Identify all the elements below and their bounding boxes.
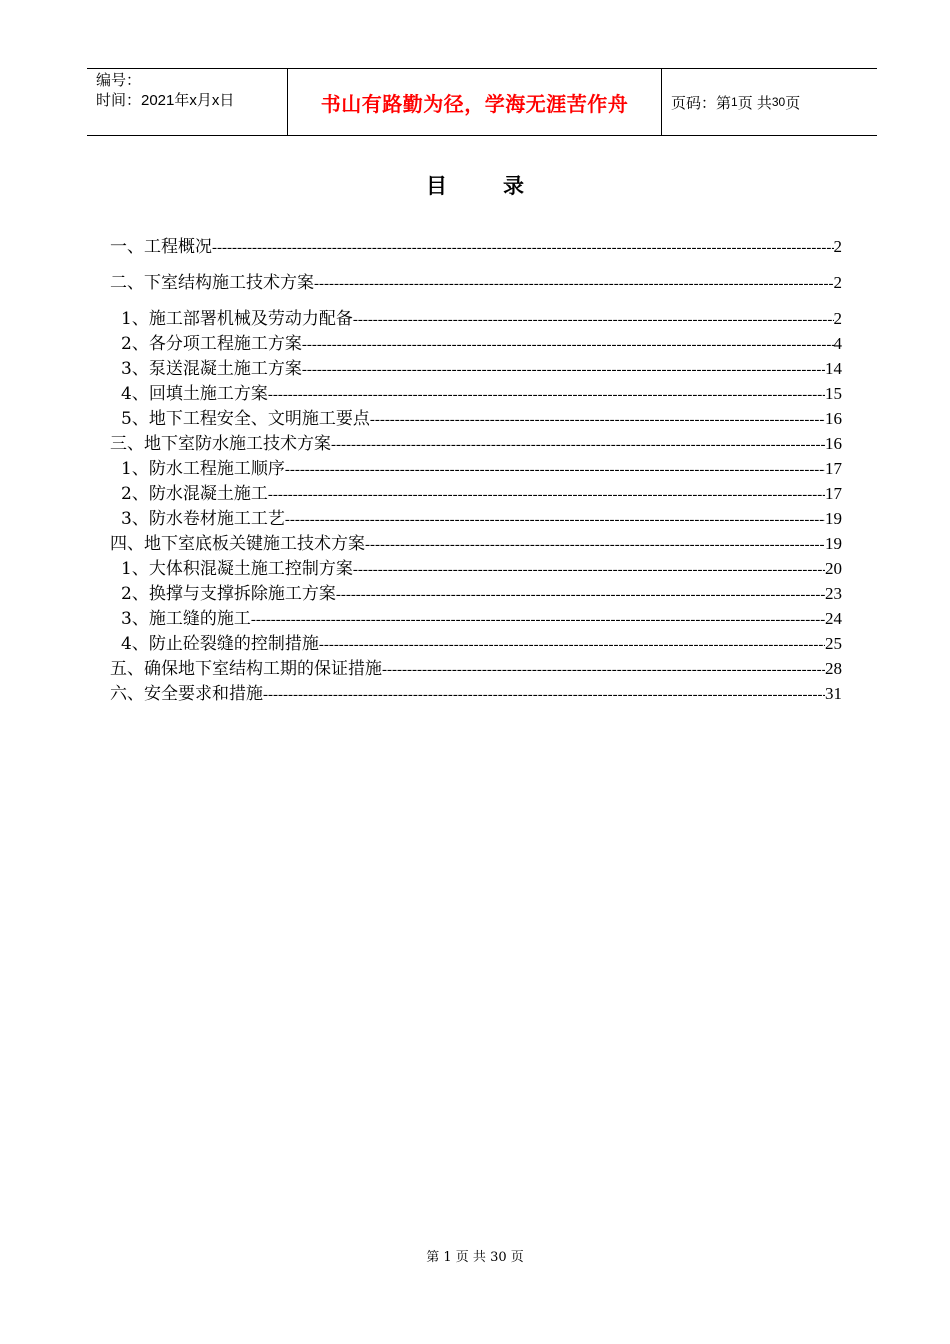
toc-entry-page: 4 — [833, 334, 842, 353]
toc-dot-leader — [314, 276, 834, 293]
toc-entry-label: 1、施工部署机械及劳动力配备 — [121, 309, 353, 329]
toc-dot-leader — [302, 337, 834, 354]
toc-entry[interactable] — [110, 579, 842, 604]
toc-dot-leader — [353, 312, 834, 329]
toc-entry[interactable] — [110, 232, 842, 257]
toc-entry[interactable] — [110, 354, 842, 379]
toc-entry-label: 1、大体积混凝土施工控制方案 — [121, 559, 353, 579]
footer-suffix: 页 — [510, 1250, 524, 1265]
toc-entry[interactable] — [110, 504, 842, 529]
toc-entry[interactable] — [110, 404, 842, 429]
toc-title-char-1: 目 — [426, 174, 447, 198]
toc-entry-label: 3、施工缝的施工 — [121, 609, 251, 629]
toc-entry-label: 四、地下室底板关键施工技术方案 — [110, 534, 365, 554]
toc-entry-page: 17 — [825, 459, 842, 478]
toc-entry-label: 2、防水混凝土施工 — [121, 484, 268, 504]
header-page-prefix: 页码：第 — [671, 94, 732, 112]
header-table — [87, 68, 877, 136]
toc-entry[interactable] — [110, 679, 842, 704]
toc-entry-page: 20 — [825, 559, 842, 578]
toc-entry[interactable] — [110, 379, 842, 404]
toc-entry[interactable] — [110, 429, 842, 454]
toc-entry[interactable] — [110, 479, 842, 504]
toc-entry-label: 2、各分项工程施工方案 — [121, 334, 302, 354]
toc-entry-page: 16 — [825, 409, 842, 428]
toc-entry-label: 2、换撑与支撑拆除施工方案 — [121, 584, 336, 604]
toc-dot-leader — [212, 240, 834, 257]
toc-title-char-2: 录 — [503, 174, 524, 198]
toc-entry-page: 25 — [825, 634, 842, 653]
toc-title — [0, 170, 950, 200]
footer-mid: 页 共 — [455, 1250, 486, 1265]
toc-entry-page: 16 — [825, 434, 842, 453]
header-motto-cell — [288, 69, 662, 135]
toc-dot-leader — [268, 387, 825, 404]
toc-entry[interactable] — [110, 529, 842, 554]
toc-entry-label: 二、下室结构施工技术方案 — [110, 273, 314, 293]
header-page-mid: 页 共 — [737, 94, 772, 112]
toc-entry[interactable] — [110, 604, 842, 629]
toc-entry-label: 五、确保地下室结构工期的保证措施 — [110, 659, 382, 679]
toc-dot-leader — [268, 487, 825, 504]
toc-entry-label: 一、工程概况 — [110, 237, 212, 257]
table-of-contents — [110, 232, 842, 704]
toc-entry-page: 2 — [833, 273, 842, 292]
toc-dot-leader — [382, 662, 825, 679]
toc-entry-page: 28 — [825, 659, 842, 678]
toc-entry-page: 2 — [833, 237, 842, 256]
toc-dot-leader — [336, 587, 825, 604]
toc-entry-page: 24 — [825, 609, 842, 628]
toc-entry-page: 17 — [825, 484, 842, 503]
toc-entry[interactable] — [110, 454, 842, 479]
toc-dot-leader — [285, 462, 825, 479]
toc-entry-label: 4、防止砼裂缝的控制措施 — [121, 634, 319, 654]
toc-dot-leader — [263, 687, 825, 704]
document-number-label: 编号： — [96, 72, 142, 89]
toc-entry-label: 1、防水工程施工顺序 — [121, 459, 285, 479]
toc-entry[interactable] — [110, 304, 842, 329]
toc-entry-page: 14 — [825, 359, 842, 378]
toc-entry-page: 19 — [825, 534, 842, 553]
toc-entry-label: 三、地下室防水施工技术方案 — [110, 434, 331, 454]
footer-prefix: 第 — [426, 1250, 440, 1265]
toc-entry[interactable] — [110, 654, 842, 679]
header-motto: 书山有路勤为径，学海无涯苦作舟 — [320, 91, 629, 116]
toc-dot-leader — [251, 612, 825, 629]
toc-entry-page: 19 — [825, 509, 842, 528]
toc-entry[interactable] — [110, 629, 842, 654]
header-page-current: 1 — [731, 95, 738, 109]
toc-dot-leader — [319, 637, 825, 654]
toc-entry[interactable] — [110, 268, 842, 293]
toc-dot-leader — [331, 437, 825, 454]
footer-total-pages: 30 — [490, 1250, 507, 1265]
toc-entry-label: 3、泵送混凝土施工方案 — [121, 359, 302, 379]
toc-entry-label: 5、地下工程安全、文明施工要点 — [121, 409, 370, 429]
header-page-cell — [662, 69, 877, 135]
toc-entry-label: 六、安全要求和措施 — [110, 684, 263, 704]
toc-entry-page: 23 — [825, 584, 842, 603]
header-page-suffix: 页 — [785, 94, 801, 112]
toc-dot-leader — [353, 562, 825, 579]
toc-entry-page: 2 — [833, 309, 842, 328]
toc-entry-label: 3、防水卷材施工工艺 — [121, 509, 285, 529]
page-footer — [0, 1246, 950, 1265]
toc-dot-leader — [365, 537, 825, 554]
toc-dot-leader — [302, 362, 825, 379]
toc-dot-leader — [285, 512, 825, 529]
toc-entry[interactable] — [110, 329, 842, 354]
toc-dot-leader — [370, 412, 825, 429]
header-page-total: 30 — [771, 95, 786, 109]
toc-entry-label: 4、回填土施工方案 — [121, 384, 268, 404]
toc-entry[interactable] — [110, 554, 842, 579]
document-time-label: 时间：2021年x月x日 — [96, 92, 235, 109]
header-meta-cell — [87, 69, 288, 135]
toc-entry-page: 31 — [825, 684, 842, 703]
footer-current-page: 1 — [443, 1250, 452, 1265]
toc-entry-page: 15 — [825, 384, 842, 403]
